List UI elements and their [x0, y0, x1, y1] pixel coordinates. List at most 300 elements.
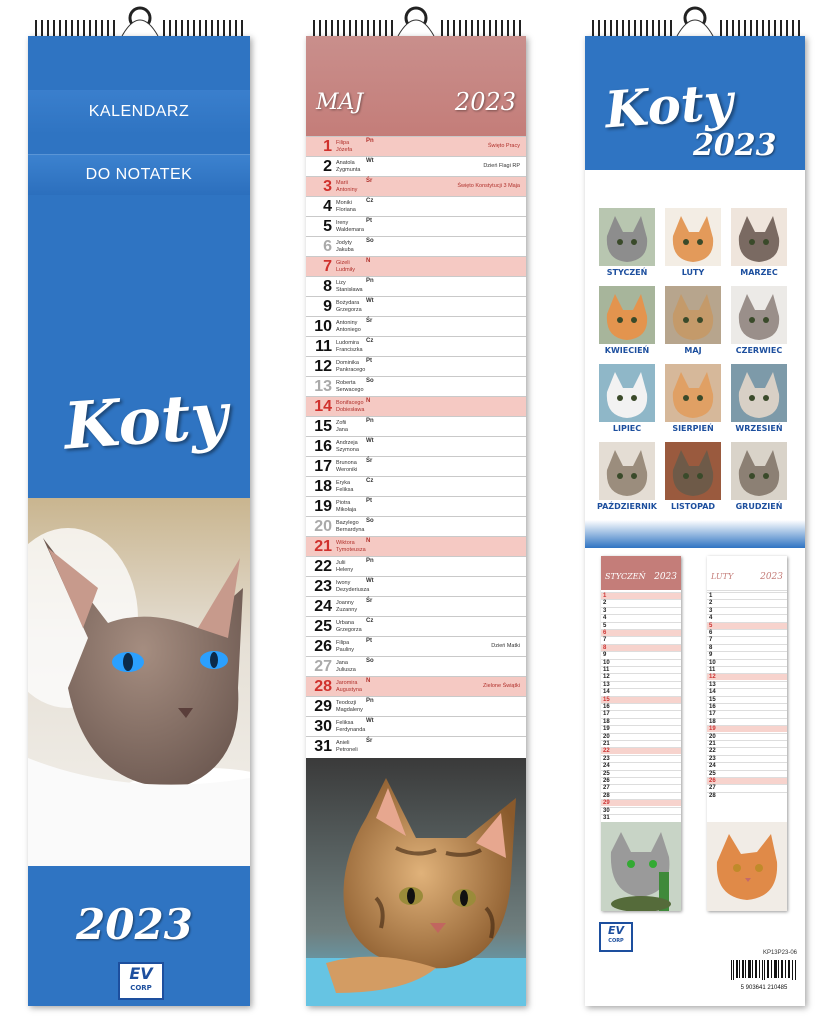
mini-day-number: 19	[603, 726, 610, 733]
mini-calendar-february	[707, 556, 787, 911]
name-day-line: Roberta	[336, 380, 356, 386]
mini-day-row	[707, 681, 787, 688]
day-row	[306, 516, 526, 536]
mini-day-row	[707, 622, 787, 629]
mini-day-number: 17	[603, 711, 610, 718]
mini-day-number: 20	[603, 733, 610, 740]
mini-header-february	[707, 556, 787, 591]
mini-day-row	[601, 607, 681, 614]
day-row	[306, 556, 526, 576]
day-row	[306, 156, 526, 176]
barcode-number: 5 903641 210485	[740, 985, 788, 991]
day-number: 17	[314, 458, 332, 475]
name-day-line: Ireny	[336, 220, 349, 226]
name-day-line: Weroniki	[336, 466, 358, 473]
month-label: CZERWIEC	[735, 346, 783, 355]
mini-day-row	[707, 784, 787, 791]
name-day-line: Juliusza	[336, 666, 356, 673]
name-day-line: Grzegorza	[336, 306, 362, 313]
mini-day-number: 18	[603, 718, 610, 725]
name-day-line: Dezyderiusza	[336, 586, 370, 593]
day-number: 6	[323, 238, 332, 255]
name-day-line: Iwony	[336, 580, 351, 586]
day-number: 31	[314, 738, 332, 755]
mini-day-number: 12	[709, 674, 716, 681]
mini-photo-january	[601, 822, 681, 911]
day-number: 15	[314, 418, 332, 435]
weekday: Wt	[366, 718, 374, 724]
name-day-line: Andrzeja	[336, 440, 358, 446]
month-thumbnail	[731, 364, 787, 422]
day-row	[306, 536, 526, 556]
barcode	[731, 960, 797, 991]
back-header	[585, 36, 805, 170]
name-day-line: Zuzanny	[336, 606, 358, 613]
month-name: MAJ	[316, 90, 364, 115]
mini-year-january: 2023	[654, 572, 677, 582]
day-number: 22	[314, 558, 332, 575]
day-row	[306, 656, 526, 676]
mini-day-row	[707, 703, 787, 710]
mini-day-number: 21	[603, 741, 610, 747]
month-thumbnail	[731, 208, 787, 266]
holiday-event: Dzień Matki	[491, 643, 520, 649]
mini-day-row	[601, 644, 681, 651]
day-row	[306, 576, 526, 596]
name-day-line: Jaromira	[336, 680, 358, 686]
weekday: Pn	[366, 698, 374, 704]
mini-month-february: LUTY	[711, 572, 734, 581]
mini-day-row	[707, 718, 787, 725]
day-number: 13	[314, 378, 332, 395]
weekday: N	[366, 398, 371, 404]
mini-day-number: 23	[709, 755, 716, 762]
mini-day-number: 21	[709, 741, 716, 747]
calendar-back-panel	[585, 36, 805, 1006]
day-row	[306, 496, 526, 516]
mini-day-row	[707, 725, 787, 732]
name-day-line: Piotra	[336, 500, 351, 506]
back-logo-text: EV	[607, 924, 625, 937]
day-number: 2	[323, 158, 332, 175]
name-day-line: Franciszka	[336, 346, 363, 353]
mini-day-number: 11	[709, 667, 716, 673]
name-day-line: Moniki	[336, 200, 352, 206]
ev-corp-logo	[118, 962, 164, 1000]
mini-day-row	[707, 592, 787, 599]
name-day-line: Augustyna	[336, 686, 362, 693]
bengal-kitten-photo	[306, 758, 526, 1006]
mini-day-row	[707, 629, 787, 636]
day-row	[306, 476, 526, 496]
name-day-line: Feliksa	[336, 486, 354, 493]
mini-day-number: 9	[603, 652, 607, 659]
weekday: So	[366, 378, 374, 384]
day-number: 7	[323, 258, 332, 275]
mini-day-row	[601, 696, 681, 703]
mini-day-row	[707, 792, 787, 799]
mini-day-number: 12	[603, 674, 610, 681]
day-row	[306, 336, 526, 356]
weekday: Wt	[366, 298, 374, 304]
weekday: Pt	[366, 358, 372, 364]
month-thumbnail	[599, 364, 655, 422]
mini-day-number: 29	[603, 800, 610, 807]
mini-day-row	[601, 740, 681, 747]
logo-subtext: CORP	[130, 984, 152, 992]
name-day-line: Ludmiły	[336, 266, 355, 273]
name-day-line: Anatola	[336, 160, 355, 166]
name-day-line: Antoniny	[336, 320, 358, 326]
name-day-line: Joanny	[336, 600, 354, 606]
name-day-line: Bernardyna	[336, 526, 365, 533]
month-label: SIERPIEŃ	[672, 424, 714, 433]
day-number: 27	[314, 658, 332, 675]
day-number: 30	[314, 718, 332, 735]
month-label: LIPIEC	[612, 424, 642, 433]
mini-day-row	[601, 770, 681, 777]
month-thumbnail	[599, 208, 655, 266]
holiday-event: Święto Pracy	[487, 143, 520, 149]
mini-day-number: 27	[709, 785, 716, 792]
mini-day-row	[707, 755, 787, 762]
mini-day-number: 24	[603, 763, 610, 770]
mini-day-number: 4	[709, 615, 713, 622]
mini-day-row	[707, 740, 787, 747]
name-day-line: Feliksa	[336, 720, 354, 726]
mini-day-number: 26	[603, 778, 610, 784]
month-thumbnail-grid	[585, 196, 805, 546]
day-row	[306, 596, 526, 616]
day-number: 8	[323, 278, 332, 295]
cover-line-2: DO NOTATEK	[28, 154, 250, 195]
back-year: 2023	[693, 128, 777, 163]
day-number: 25	[314, 618, 332, 635]
mini-day-row	[601, 733, 681, 740]
day-row	[306, 676, 526, 696]
weekday: Pn	[366, 278, 374, 284]
name-day-line: Magdaleny	[336, 706, 363, 713]
weekday: Śr	[366, 458, 373, 464]
weekday: N	[366, 258, 371, 264]
mini-day-row	[601, 629, 681, 636]
mini-day-number: 20	[709, 733, 716, 740]
mini-day-row	[601, 799, 681, 806]
product-code: KP13P23-06	[762, 950, 797, 956]
name-day-line: Urbana	[336, 620, 355, 626]
day-number: 28	[314, 678, 332, 695]
weekday: N	[366, 538, 371, 544]
name-day-line: Teodozji	[336, 700, 357, 706]
name-day-line: Zygmunta	[336, 166, 361, 173]
name-day-line: Filipa	[336, 140, 350, 146]
mini-day-row	[707, 666, 787, 673]
mini-day-row	[707, 651, 787, 658]
mini-day-row	[601, 725, 681, 732]
weekday: Cz	[366, 338, 374, 344]
spiral-binding-1	[32, 18, 248, 38]
mini-day-number: 15	[709, 696, 716, 703]
name-day-line: Waldemara	[336, 226, 364, 233]
mini-day-number: 3	[603, 607, 607, 614]
day-number: 1	[323, 138, 332, 155]
mini-day-row	[707, 688, 787, 695]
month-label: LUTY	[681, 268, 705, 277]
month-label: WRZESIEŃ	[735, 424, 783, 433]
month-label: KWIECIEŃ	[604, 346, 650, 355]
mini-day-number: 22	[603, 748, 610, 755]
weekday: Wt	[366, 438, 374, 444]
mini-day-number: 2	[709, 600, 713, 607]
weekday: Pt	[366, 498, 372, 504]
day-number: 16	[314, 438, 332, 455]
mini-day-number: 19	[709, 726, 716, 733]
weekday: Pn	[366, 138, 374, 144]
name-day-line: Stanisława	[336, 286, 363, 293]
weekday: Śr	[366, 178, 373, 184]
name-day-line: Bożydara	[336, 300, 360, 306]
mini-day-row	[601, 762, 681, 769]
mini-day-row	[707, 733, 787, 740]
day-number: 9	[323, 298, 332, 315]
name-day-line: Jodyty	[336, 240, 352, 246]
name-day-line: Mikołaja	[336, 506, 357, 513]
name-day-line: Antoniny	[336, 186, 358, 193]
mini-day-number: 26	[709, 778, 716, 784]
mini-day-number: 8	[709, 644, 713, 651]
name-day-line: Floriana	[336, 206, 356, 213]
name-day-line: Bazylego	[336, 520, 359, 526]
mini-day-number: 14	[603, 689, 610, 696]
name-day-line: Ferdynanda	[336, 726, 366, 733]
name-day-line: Bonifacego	[336, 400, 364, 406]
day-number: 19	[314, 498, 332, 515]
weekday: Pt	[366, 218, 372, 224]
day-row	[306, 296, 526, 316]
mini-day-number: 11	[603, 667, 610, 673]
day-row	[306, 636, 526, 656]
mini-day-row	[601, 673, 681, 680]
day-number: 10	[314, 318, 332, 335]
day-number: 11	[315, 338, 332, 355]
mini-day-number: 14	[709, 689, 716, 696]
month-label: STYCZEŃ	[606, 268, 648, 277]
weekday: Pn	[366, 558, 374, 564]
mini-day-row	[707, 762, 787, 769]
sphynx-cat-photo	[28, 498, 250, 866]
month-label: GRUDZIEŃ	[735, 502, 783, 511]
day-row	[306, 716, 526, 736]
month-thumbnail	[665, 442, 721, 500]
mini-day-number: 7	[709, 637, 713, 644]
mini-day-number: 25	[603, 770, 610, 777]
name-day-line: Brunona	[336, 460, 357, 466]
day-row	[306, 256, 526, 276]
mini-day-row	[707, 710, 787, 717]
weekday: Pn	[366, 418, 374, 424]
name-day-line: Grzegorza	[336, 626, 362, 633]
mini-day-row	[601, 777, 681, 784]
mini-day-row	[601, 614, 681, 621]
mini-day-row	[707, 777, 787, 784]
mini-day-number: 6	[603, 630, 607, 636]
mini-day-row	[601, 710, 681, 717]
name-day-line: Serwacego	[336, 386, 364, 393]
mini-day-row	[601, 636, 681, 643]
mini-day-row	[601, 792, 681, 799]
mini-day-number: 3	[709, 607, 713, 614]
mini-year-february: 2023	[760, 572, 783, 582]
mini-day-number: 28	[709, 792, 716, 799]
mini-day-number: 1	[709, 593, 713, 599]
mini-day-number: 7	[603, 637, 607, 644]
name-day-line: Szymona	[336, 446, 359, 453]
day-row	[306, 616, 526, 636]
mini-day-number: 10	[709, 659, 716, 666]
mini-day-row	[601, 681, 681, 688]
day-row	[306, 276, 526, 296]
name-day-line: Jana	[336, 426, 348, 433]
name-day-line: Julii	[336, 560, 346, 566]
mini-day-number: 18	[709, 718, 716, 725]
weekday: So	[366, 518, 374, 524]
weekday: Wt	[366, 578, 374, 584]
cover-line-1: KALENDARZ	[28, 90, 250, 134]
mini-day-number: 30	[603, 807, 610, 814]
mini-day-number: 2	[603, 600, 607, 607]
day-row	[306, 316, 526, 336]
logo-text: EV	[129, 964, 153, 983]
mini-day-number: 28	[603, 792, 610, 799]
day-number: 21	[314, 538, 332, 555]
mini-day-number: 27	[603, 785, 610, 792]
name-day-line: Anieli	[336, 740, 350, 746]
name-day-line: Gizeli	[336, 260, 350, 266]
cover-year: 2023	[76, 900, 193, 949]
weekday: So	[366, 658, 374, 664]
mini-day-number: 31	[603, 815, 610, 821]
day-row	[306, 356, 526, 376]
day-row	[306, 216, 526, 236]
day-number: 18	[314, 478, 332, 495]
day-number: 5	[323, 218, 332, 235]
name-day-line: Marii	[336, 180, 348, 186]
holiday-event: Zielone Świątki	[483, 683, 520, 689]
month-label: PAŹDZIERNIK	[596, 502, 658, 511]
month-label: MAJ	[684, 346, 702, 355]
mini-day-row	[707, 636, 787, 643]
weekday: N	[366, 678, 371, 684]
mini-day-row	[601, 814, 681, 821]
mini-day-number: 13	[709, 681, 716, 688]
day-number: 14	[314, 398, 332, 415]
day-number: 12	[314, 358, 332, 375]
day-row	[306, 456, 526, 476]
mini-day-row	[601, 755, 681, 762]
day-row	[306, 736, 526, 756]
name-day-line: Petroneli	[336, 746, 358, 753]
day-row	[306, 376, 526, 396]
weekday: Śr	[366, 738, 373, 744]
mini-day-row	[601, 592, 681, 599]
mini-header-january	[601, 556, 681, 590]
month-thumbnail	[599, 442, 655, 500]
mini-day-row	[601, 659, 681, 666]
weekday: Śr	[366, 318, 373, 324]
mini-day-row	[601, 651, 681, 658]
month-thumbnail	[665, 208, 721, 266]
may-calendar-panel	[306, 36, 526, 1006]
mini-day-number: 17	[709, 711, 716, 718]
mini-photo-february	[707, 822, 787, 911]
day-row	[306, 196, 526, 216]
day-number: 24	[314, 598, 332, 615]
name-day-line: Jakuba	[336, 246, 354, 253]
mini-day-row	[707, 770, 787, 777]
month-thumbnail	[665, 364, 721, 422]
mini-day-row	[707, 673, 787, 680]
day-number: 26	[314, 638, 332, 655]
name-day-line: Lizy	[336, 280, 346, 286]
mini-day-number: 16	[603, 704, 610, 710]
spiral-binding-2	[310, 18, 526, 38]
weekday: So	[366, 238, 374, 244]
day-row	[306, 696, 526, 716]
back-title: Koty	[603, 71, 735, 140]
name-day-line: Pankracego	[336, 366, 366, 373]
month-thumbnail	[731, 442, 787, 500]
mini-day-row	[601, 703, 681, 710]
back-ev-corp-logo	[599, 922, 633, 952]
mini-day-number: 24	[709, 763, 716, 770]
mini-day-row	[707, 747, 787, 754]
day-number: 23	[314, 578, 332, 595]
holiday-event: Dzień Flagi RP	[483, 163, 520, 169]
name-day-line: Filipa	[336, 640, 350, 646]
mini-day-number: 6	[709, 630, 713, 636]
mini-day-row	[601, 666, 681, 673]
name-day-line: Jana	[336, 660, 348, 666]
day-number: 4	[323, 198, 332, 215]
name-day-line: Pauliny	[336, 646, 355, 653]
day-row	[306, 416, 526, 436]
name-day-line: Dobiesława	[336, 406, 365, 413]
day-number: 3	[323, 178, 332, 195]
name-day-line: Ludomira	[336, 340, 359, 346]
month-label: LISTOPAD	[670, 502, 716, 511]
mini-day-row	[601, 784, 681, 791]
month-header	[306, 36, 526, 136]
mini-calendar-january	[601, 556, 681, 911]
month-thumbnail	[731, 286, 787, 344]
mini-day-row	[707, 659, 787, 666]
mini-day-row	[601, 718, 681, 725]
mini-day-row	[707, 644, 787, 651]
day-row	[306, 436, 526, 456]
weekday: Cz	[366, 478, 374, 484]
weekday: Cz	[366, 198, 374, 204]
mini-day-row	[601, 622, 681, 629]
mini-day-number: 1	[603, 593, 607, 599]
name-day-line: Dominika	[336, 360, 359, 366]
mini-day-number: 22	[709, 748, 716, 755]
mini-day-row	[707, 599, 787, 606]
weekday: Cz	[366, 618, 374, 624]
day-row	[306, 396, 526, 416]
name-day-line: Eryka	[336, 480, 351, 486]
mini-day-row	[707, 696, 787, 703]
back-logo-subtext: CORP	[608, 938, 624, 944]
